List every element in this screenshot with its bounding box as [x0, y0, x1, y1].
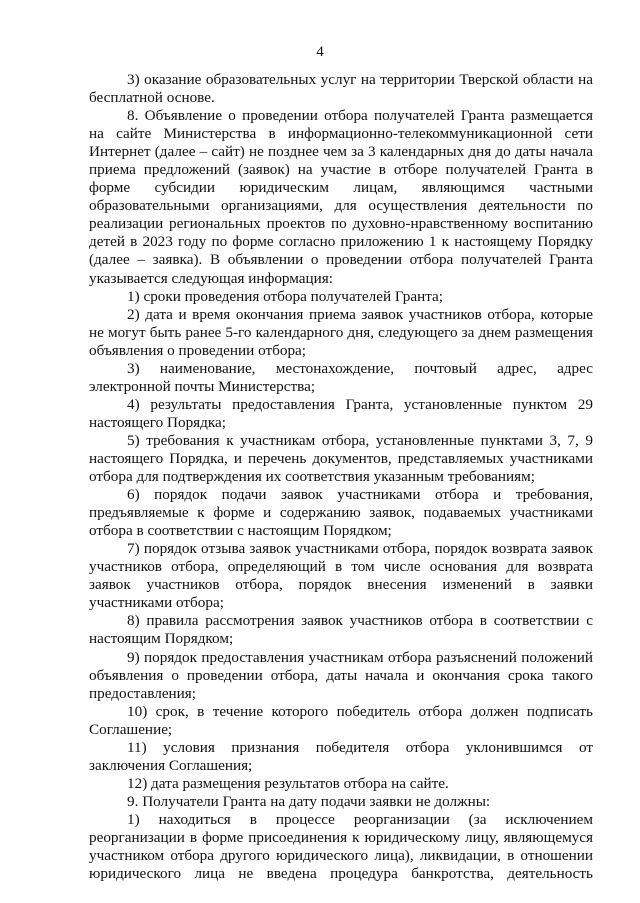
paragraph-item-12-results-date: 12) дата размещения результатов отбора на сайте.: [127, 774, 449, 792]
paragraph-item-5-participant-requirements: 5) требования к участникам отбора, установленные пунктами 3, 7, 9 настоящего Порядка, и перечень документов, представляемых участниками отбора для подтверждения их соответствия указанным требованиям;: [89, 431, 593, 486]
paragraph-item-1-selection-dates: 1) сроки проведения отбора получателей Гранта;: [127, 287, 443, 305]
paragraph-item-3-ministry-contacts: 3) наименование, местонахождение, почтовый адрес, адрес электронной почты Министерства;: [89, 359, 593, 395]
paragraph-item-4-grant-results: 4) результаты предоставления Гранта, установленные пунктом 29 настоящего Порядка;: [89, 395, 593, 431]
paragraph-item-10-signing-term: 10) срок, в течение которого победитель отбора должен подписать Соглашение;: [89, 702, 593, 738]
page-number: 4: [316, 44, 324, 60]
document-body: [89, 71, 593, 883]
paragraph-item-8-review-rules: 8) правила рассмотрения заявок участников отбора в соответствии с настоящим Порядком;: [89, 612, 593, 648]
paragraph-item-1-reorganization: 1) находиться в процессе реорганизации (за исключением реорганизации в форме присоединения к юридическому лицу, являющемуся участником отбора другого юридического лица), ликвидации, в отношении юридического лица не введена процедура банкротства, деятельность: [89, 810, 593, 883]
paragraph-item-11-evasion-conditions: 11) условия признания победителя отбора уклонившимся от заключения Соглашения;: [89, 738, 593, 774]
paragraph-clause-9-recipients: 9. Получатели Гранта на дату подачи заявки не должны:: [127, 792, 491, 810]
paragraph-item-7-withdrawal-procedure: 7) порядок отзыва заявок участниками отбора, порядок возврата заявок участников отбора, определяющий в том числе основания для возврата заявок участников отбора, порядок внесения изменений в заявки участниками отбора;: [89, 540, 593, 612]
paragraph-item-9-clarifications: 9) порядок предоставления участникам отбора разъяснений положений объявления о проведении отбора, даты начала и окончания срока такого предоставления;: [89, 648, 593, 702]
paragraph-item-3-educational-services: 3) оказание образовательных услуг на территории Тверской области на бесплатной основе.: [89, 71, 593, 107]
paragraph-clause-8-announcement: 8. Объявление о проведении отбора получателей Гранта размещается на сайте Министерства в информационно-телекоммуникационной сети Интернет (далее – сайт) не позднее чем за 3 календарных дня до даты начала приема предложений (заявок) на участие в отборе получателей Гранта в форме субсидии юридическим лицам, являющимся частными образовательными организациями, для осуществления деятельности по реализации региональных проектов по духовно-нравственному воспитанию детей в 2023 году по форме согласно приложению 1 к настоящему Порядку (далее – заявка). В объявлении о проведении отбора получателей Гранта указывается следующая информация:: [89, 107, 593, 287]
paragraph-item-6-application-procedure: 6) порядок подачи заявок участниками отбора и требования, предъявляемые к форме и содержанию заявок, подаваемых участниками отбора в соответствии с настоящим Порядком;: [89, 486, 593, 540]
paragraph-item-2-application-deadline: 2) дата и время окончания приема заявок участников отбора, которые не могут быть ранее 5-го календарного дня, следующего за днем размещения объявления о проведении отбора;: [89, 305, 593, 359]
